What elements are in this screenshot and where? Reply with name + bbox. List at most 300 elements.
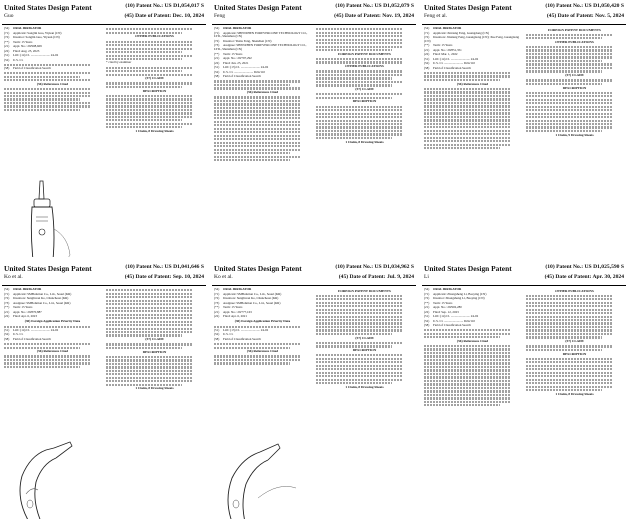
text-line bbox=[106, 119, 182, 121]
text-line bbox=[526, 123, 613, 125]
text-line bbox=[4, 92, 91, 94]
text-line bbox=[424, 95, 511, 97]
cited-by-examiner: * cited by examiner bbox=[106, 60, 132, 65]
field-code: (**) bbox=[4, 39, 10, 44]
section-heading: CLAIM bbox=[571, 339, 584, 344]
text-line bbox=[316, 305, 403, 307]
text-line bbox=[526, 126, 613, 128]
section-heading: OTHER PUBLICATIONS bbox=[135, 34, 174, 39]
patent-number-label: (10) Patent No.: bbox=[545, 3, 584, 9]
field-text: Filed: Apr. 6, 2021 bbox=[223, 314, 247, 318]
text-line bbox=[316, 109, 403, 111]
field-code: (71) bbox=[214, 30, 220, 35]
text-line bbox=[424, 373, 511, 375]
text-line bbox=[424, 105, 511, 107]
text-line bbox=[106, 317, 193, 319]
patent-header bbox=[212, 263, 416, 286]
field-text: Inventor: Zhongsheng Li, Baoying (CN) bbox=[433, 296, 485, 300]
patent-date-label: (45) Date of Patent: bbox=[124, 274, 172, 280]
field-code: (57) bbox=[355, 335, 362, 340]
field-code: (71) bbox=[424, 291, 430, 296]
field-text: Appl. No.: 29/851,351 bbox=[433, 47, 462, 52]
text-line bbox=[106, 109, 193, 111]
field-text: Inventor: Songlin Guo, Yiyuan (CN) bbox=[13, 35, 60, 39]
text-line bbox=[316, 361, 403, 363]
field-code: (30) bbox=[234, 319, 241, 324]
text-line bbox=[424, 72, 511, 74]
field-code: (**) bbox=[424, 43, 430, 48]
patent-number-label: (10) Patent No.: bbox=[335, 3, 374, 9]
text-line bbox=[4, 79, 91, 81]
field-code: (54) bbox=[214, 288, 220, 291]
text-line bbox=[526, 326, 613, 328]
text-line bbox=[4, 95, 91, 97]
field-code: (56) bbox=[246, 349, 253, 354]
text-line bbox=[214, 131, 301, 133]
field-text: Applicant: Zhongsheng Li, Baoying (CN) bbox=[433, 291, 487, 296]
field-code: (57) bbox=[145, 337, 152, 342]
text-line bbox=[316, 382, 392, 384]
text-line bbox=[4, 355, 91, 357]
text-line bbox=[316, 365, 403, 367]
patent-header bbox=[422, 263, 626, 286]
text-line bbox=[316, 345, 392, 347]
field-code: (54) bbox=[4, 27, 10, 30]
text-line bbox=[424, 88, 511, 90]
patent-number-label: (10) Patent No.: bbox=[125, 3, 164, 9]
text-line bbox=[316, 84, 392, 86]
text-line bbox=[316, 28, 403, 30]
text-line bbox=[424, 79, 500, 81]
text-line bbox=[424, 119, 511, 121]
text-line bbox=[316, 354, 403, 356]
text-line bbox=[424, 91, 511, 93]
text-line bbox=[4, 359, 91, 361]
text-line bbox=[526, 92, 613, 94]
text-line bbox=[106, 116, 193, 118]
field-code: (57) bbox=[355, 87, 362, 92]
field-code: (72) bbox=[424, 35, 430, 39]
text-line bbox=[106, 359, 193, 361]
text-line bbox=[316, 93, 403, 95]
oral-irrigator-drawing bbox=[10, 177, 88, 257]
text-line bbox=[106, 126, 182, 128]
text-line bbox=[526, 102, 613, 104]
patent-page-4 bbox=[2, 263, 206, 519]
text-line bbox=[526, 368, 613, 370]
field-text: Appl. No.: 29/797,292 bbox=[223, 56, 252, 61]
text-line bbox=[316, 319, 403, 321]
text-line bbox=[316, 298, 403, 300]
field-text: Appl. No.: 29/908,609 bbox=[13, 44, 42, 48]
text-line bbox=[106, 310, 193, 312]
field-code: (22) bbox=[214, 314, 220, 318]
patent-date-label: (45) Date of Patent: bbox=[334, 13, 381, 19]
section-heading: FOREIGN PATENT DOCUMENTS bbox=[548, 27, 601, 32]
text-line bbox=[424, 390, 511, 392]
inventor-name: Ko et al. bbox=[4, 274, 23, 280]
field-code: (58) bbox=[424, 65, 430, 70]
text-line bbox=[424, 352, 511, 354]
text-line bbox=[214, 124, 301, 126]
field-text: Applicant: SMBolution Co., Ltd., Seoul (KR) bbox=[13, 291, 72, 296]
field-code: (72) bbox=[4, 296, 10, 300]
patent-page-6 bbox=[422, 263, 626, 519]
section-heading: CLAIM bbox=[151, 337, 164, 342]
text-line bbox=[526, 372, 613, 374]
text-line bbox=[424, 355, 511, 357]
text-line bbox=[316, 39, 403, 41]
field-text: LOC (13) Cl. ........................ 24-02 bbox=[223, 65, 269, 70]
text-line bbox=[106, 328, 193, 330]
text-line bbox=[214, 128, 301, 130]
text-line bbox=[214, 80, 301, 82]
field-text: ORAL IRRIGATOR bbox=[223, 288, 252, 291]
text-line bbox=[526, 70, 602, 72]
text-line bbox=[214, 362, 290, 364]
text-line bbox=[106, 293, 193, 295]
drawing-svg bbox=[10, 177, 88, 257]
text-line bbox=[106, 51, 182, 53]
field-text: Filed: Mar. 1, 2022 bbox=[433, 52, 458, 57]
field-code: (54) bbox=[424, 27, 430, 30]
text-line bbox=[4, 88, 91, 90]
text-line bbox=[106, 343, 193, 345]
text-line bbox=[106, 300, 193, 302]
field-code: (22) bbox=[214, 60, 220, 65]
text-line bbox=[316, 358, 403, 360]
text-line bbox=[316, 46, 403, 48]
section-heading: DESCRIPTION bbox=[562, 351, 587, 356]
text-line bbox=[106, 95, 193, 97]
drawing-sheets-count: 1 Claim, 9 Drawing Sheets bbox=[555, 132, 594, 137]
field-text: LOC (14) Cl. ........................ 24-02 bbox=[13, 327, 59, 332]
text-line bbox=[106, 67, 193, 69]
text-line bbox=[316, 49, 392, 51]
field-code: (57) bbox=[565, 73, 572, 78]
text-line bbox=[214, 135, 301, 137]
drawing-sheets-count: 1 Claim, 8 Drawing Sheets bbox=[345, 384, 384, 389]
field-text: Applicant: Jinxiang Feng, Guangdong (CN) bbox=[433, 30, 490, 35]
section-heading: DESCRIPTION bbox=[142, 349, 167, 354]
text-line bbox=[526, 130, 602, 132]
field-code: (51) bbox=[214, 327, 220, 332]
text-line bbox=[316, 137, 392, 139]
patent-header bbox=[212, 2, 416, 25]
patent-date: Sep. 10, 2024 bbox=[172, 274, 204, 280]
field-code: (56) bbox=[36, 81, 43, 86]
text-line bbox=[316, 333, 392, 335]
text-line bbox=[214, 145, 301, 147]
text-line bbox=[4, 326, 91, 328]
text-line bbox=[4, 72, 91, 74]
text-line bbox=[316, 379, 403, 381]
field-text: Filed: Sep. 12, 2023 bbox=[433, 309, 459, 314]
patent-title: United States Design Patent bbox=[424, 264, 512, 273]
field-text: Appl. No.: 29/902,280 bbox=[433, 305, 462, 309]
field-code: (22) bbox=[424, 309, 430, 314]
text-line bbox=[526, 120, 613, 122]
patent-date: Nov. 5, 2024 bbox=[595, 13, 624, 19]
text-line bbox=[316, 120, 403, 122]
text-line bbox=[316, 316, 403, 318]
field-code: (**) bbox=[4, 305, 10, 309]
section-heading: OTHER PUBLICATIONS bbox=[555, 288, 594, 293]
field-text: Term: 15 Years bbox=[13, 305, 33, 309]
text-line bbox=[106, 70, 182, 72]
patent-page-2 bbox=[212, 2, 416, 257]
text-line bbox=[4, 347, 80, 349]
field-code: (52) bbox=[214, 69, 220, 74]
section-heading: References Cited bbox=[43, 81, 69, 86]
text-line bbox=[106, 303, 193, 305]
patent-page-5 bbox=[212, 263, 416, 519]
field-code: (73) bbox=[214, 300, 220, 305]
right-column bbox=[316, 288, 413, 519]
patent-date: Nov. 19, 2024 bbox=[382, 13, 414, 19]
field-text: Field of Classification Search bbox=[13, 66, 51, 71]
field-code: (71) bbox=[4, 30, 10, 35]
text-line bbox=[214, 103, 301, 105]
field-text: U.S. Cl. bbox=[13, 57, 24, 62]
right-column bbox=[526, 27, 623, 257]
field-text: ORAL IRRIGATOR bbox=[13, 288, 42, 291]
text-line bbox=[106, 98, 193, 100]
field-text: Term: 15 Years bbox=[13, 39, 33, 44]
text-line bbox=[424, 144, 511, 146]
text-line bbox=[424, 394, 511, 396]
left-column bbox=[424, 27, 521, 257]
patent-title: United States Design Patent bbox=[4, 264, 92, 273]
text-line bbox=[214, 117, 301, 119]
text-line bbox=[214, 138, 301, 140]
text-line bbox=[106, 347, 182, 349]
text-line bbox=[526, 113, 613, 115]
left-column bbox=[214, 27, 311, 257]
text-line bbox=[4, 76, 80, 78]
text-line bbox=[214, 359, 301, 361]
field-text: Applicant: SMBolution Co., Ltd., Seoul (KR) bbox=[223, 291, 282, 296]
text-line bbox=[316, 58, 403, 60]
text-line bbox=[214, 355, 301, 357]
text-line bbox=[424, 362, 511, 364]
section-heading: OTHER PUBLICATIONS bbox=[555, 39, 594, 44]
field-code: (51) bbox=[4, 53, 10, 57]
field-text: Term: 15 Years bbox=[223, 51, 243, 56]
patent-header bbox=[422, 2, 626, 25]
text-line bbox=[424, 109, 511, 111]
left-column bbox=[424, 288, 521, 519]
text-line bbox=[214, 156, 301, 158]
text-line bbox=[316, 302, 403, 304]
section-heading: Foreign Application Priority Data bbox=[241, 319, 291, 324]
text-line bbox=[106, 123, 193, 125]
text-line bbox=[424, 137, 511, 139]
text-line bbox=[106, 41, 193, 43]
text-line bbox=[424, 98, 511, 100]
text-line bbox=[526, 305, 613, 307]
field-text: LOC (13) Cl. ........................ 24-02 bbox=[223, 327, 269, 332]
field-text: Term: 15 Years bbox=[223, 305, 243, 309]
field-code: (72) bbox=[4, 35, 10, 39]
section-heading: References Cited bbox=[43, 349, 69, 354]
field-code: (51) bbox=[424, 56, 430, 61]
text-line bbox=[316, 322, 403, 324]
text-line bbox=[214, 159, 290, 161]
text-line bbox=[4, 105, 91, 107]
field-code: (57) bbox=[565, 339, 572, 344]
text-line bbox=[316, 97, 392, 99]
text-line bbox=[106, 296, 193, 298]
section-heading: CLAIM bbox=[151, 76, 164, 81]
field-code: (51) bbox=[214, 65, 220, 70]
text-line bbox=[106, 366, 193, 368]
patent-page-1 bbox=[2, 2, 206, 257]
text-line bbox=[526, 361, 613, 363]
field-text: Assignee: SHENZHEN FOREVERCONE TECHNOLOGY CO., LTD., Shenzhen (CN) bbox=[214, 43, 307, 52]
text-line bbox=[214, 343, 301, 345]
field-text: Inventor: Yuxiu Feng, Shenzhen (CN) bbox=[223, 38, 272, 43]
section-heading: References Cited bbox=[463, 81, 489, 86]
text-line bbox=[316, 32, 403, 34]
field-text: Inventors: Sunghwan Ko, Chuncheon (KR) bbox=[223, 296, 279, 300]
text-line bbox=[106, 331, 193, 333]
section-heading: DESCRIPTION bbox=[562, 85, 587, 90]
text-line bbox=[4, 109, 80, 111]
text-line bbox=[424, 401, 511, 403]
text-line bbox=[526, 37, 602, 39]
text-line bbox=[526, 60, 602, 62]
text-line bbox=[316, 74, 403, 76]
field-text: Appl. No.: 29/777,163 bbox=[223, 309, 252, 314]
section-heading: OTHER PUBLICATIONS bbox=[345, 64, 384, 69]
drawing-sheets-count: 1 Claim, 8 Drawing Sheets bbox=[345, 139, 384, 144]
text-line bbox=[526, 99, 613, 101]
field-text: U.S. Cl. bbox=[223, 332, 234, 337]
drawing-svg bbox=[8, 438, 96, 519]
text-line bbox=[424, 387, 511, 389]
section-heading: DESCRIPTION bbox=[142, 88, 167, 93]
text-line bbox=[424, 333, 511, 335]
field-code: (52) bbox=[424, 318, 430, 323]
inventor-name: Feng bbox=[214, 13, 225, 19]
text-line bbox=[526, 333, 613, 335]
field-code: (56) bbox=[456, 81, 463, 86]
field-text: Field of Classification Search bbox=[223, 336, 261, 341]
text-line bbox=[214, 110, 301, 112]
text-line bbox=[106, 314, 193, 316]
text-line bbox=[106, 324, 193, 326]
text-line bbox=[526, 67, 613, 69]
text-line bbox=[316, 113, 403, 115]
patent-header bbox=[2, 2, 206, 25]
field-text: U.S. Cl. ........................ D24/110 bbox=[223, 69, 266, 74]
text-line bbox=[4, 343, 91, 345]
inventor-name: Feng et al. bbox=[424, 13, 448, 19]
text-line bbox=[526, 63, 613, 65]
field-code: (21) bbox=[4, 309, 10, 314]
text-line bbox=[424, 329, 511, 331]
patent-number: US D1,025,590 S bbox=[584, 264, 624, 270]
field-text: Filed: Aug. 25, 2023 bbox=[13, 48, 40, 53]
text-line bbox=[106, 48, 193, 50]
text-line bbox=[526, 319, 613, 321]
left-column bbox=[214, 288, 311, 519]
field-code: (51) bbox=[424, 314, 430, 318]
section-heading: DESCRIPTION bbox=[352, 99, 377, 104]
patent-date-label: (45) Date of Patent: bbox=[338, 274, 386, 280]
patent-number-label: (10) Patent No.: bbox=[125, 264, 164, 270]
text-line bbox=[526, 95, 613, 97]
text-line bbox=[4, 102, 91, 104]
field-code: (22) bbox=[4, 314, 10, 318]
section-heading: CLAIM bbox=[571, 73, 584, 78]
patent-date-label: (45) Date of Patent: bbox=[544, 274, 592, 280]
text-line bbox=[316, 295, 403, 297]
patent-date: Apr. 30, 2024 bbox=[592, 274, 624, 280]
field-code: (21) bbox=[424, 47, 430, 52]
field-code: (71) bbox=[4, 291, 10, 296]
text-line bbox=[316, 133, 403, 135]
text-line bbox=[526, 312, 613, 314]
field-text: Applicant: SHENZHEN FOREVERCONE TECHNOLOGY CO., LTD., Shenzhen (CN) bbox=[214, 30, 308, 39]
text-line bbox=[424, 140, 511, 142]
text-line bbox=[424, 359, 511, 361]
patent-date: Jul. 9, 2024 bbox=[386, 274, 414, 280]
text-line bbox=[214, 149, 301, 151]
field-code: (73) bbox=[214, 43, 220, 48]
text-line bbox=[214, 100, 301, 102]
text-line bbox=[106, 334, 182, 336]
patent-number: US D1,050,420 S bbox=[584, 3, 624, 9]
text-line bbox=[214, 107, 301, 109]
text-line bbox=[106, 289, 193, 291]
field-code: (73) bbox=[4, 300, 10, 305]
text-line bbox=[316, 116, 403, 118]
drawing-sheets-count: 1 Claim, 8 Drawing Sheets bbox=[555, 391, 594, 396]
right-column bbox=[106, 288, 203, 519]
field-code: (21) bbox=[424, 305, 430, 309]
field-text: U.S. Cl. bbox=[13, 332, 24, 337]
field-code: (22) bbox=[4, 48, 10, 53]
text-line bbox=[526, 56, 613, 58]
text-line bbox=[526, 109, 613, 111]
field-text: LOC (14) Cl. ........................ 24-02 bbox=[433, 56, 479, 61]
text-line bbox=[316, 106, 403, 108]
section-heading: References Cited bbox=[253, 349, 279, 354]
field-code: (**) bbox=[214, 51, 220, 56]
field-text: Appl. No.: 29/870,887 bbox=[13, 309, 42, 314]
patent-page-3 bbox=[422, 2, 626, 257]
field-text: Term: 15 Years bbox=[433, 300, 453, 305]
text-line bbox=[106, 307, 193, 309]
text-line bbox=[316, 342, 403, 344]
drawing-sheets-count: 1 Claim, 8 Drawing Sheets bbox=[135, 386, 174, 391]
text-line bbox=[214, 84, 290, 86]
patent-number: US D1,034,962 S bbox=[374, 264, 414, 270]
text-line bbox=[106, 55, 193, 57]
right-column bbox=[316, 27, 413, 257]
text-line bbox=[316, 326, 403, 328]
text-line bbox=[526, 329, 613, 331]
text-line bbox=[526, 106, 613, 108]
text-line bbox=[106, 370, 193, 372]
text-line bbox=[424, 133, 511, 135]
text-line bbox=[4, 362, 91, 364]
field-text: ORAL IRRIGATOR bbox=[433, 27, 462, 30]
patent-header bbox=[2, 263, 206, 286]
field-text: LOC (14) Cl. ........................ 24-02 bbox=[433, 314, 479, 318]
